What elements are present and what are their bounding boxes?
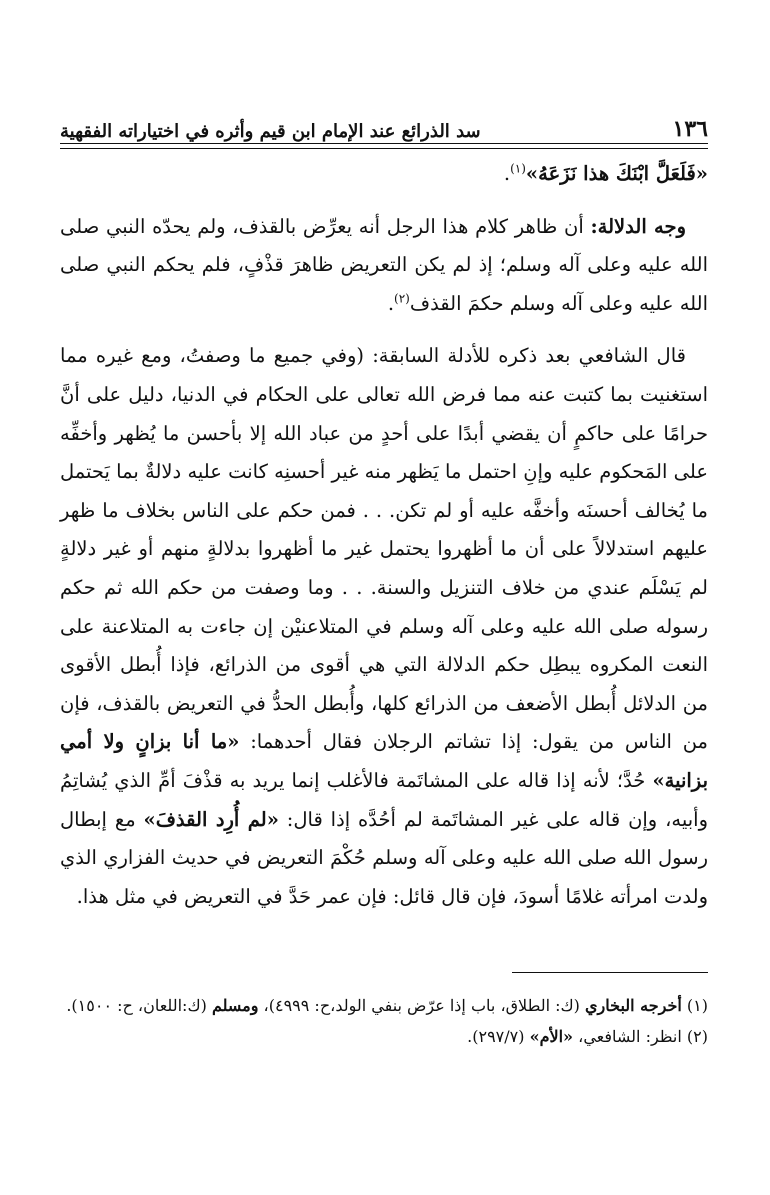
quote-end: . bbox=[503, 162, 511, 185]
footnote-source: أخرجه البخاري bbox=[585, 996, 682, 1015]
footnote-text: انظر: الشافعي، bbox=[573, 1027, 682, 1046]
header-rule-top bbox=[60, 143, 708, 144]
footnote-number: (١) bbox=[686, 996, 708, 1015]
evidence-end: . bbox=[387, 291, 395, 315]
footnote-text: (ك: الطلاق، باب إذا عرّض بنفي الولد،ح: ٤٩٩٩)، bbox=[258, 996, 585, 1015]
evidence-text: أن ظاهر كلام هذا الرجل أنه يعرِّض بالقذف، ولم يحدّه النبي صلى الله عليه وعلى آله وسلم؛ إذ لم يكن التعريض ظاهرَ قذْفٍ، فلم يحكم النبي صلى الله عليه وعلى آله وسلم حكمَ القذف bbox=[60, 214, 708, 315]
page-number: ١٣٦ bbox=[672, 116, 708, 142]
page-header bbox=[60, 104, 708, 142]
hadith-quote bbox=[60, 155, 708, 194]
footnote-ref-2: (٢) bbox=[394, 291, 410, 306]
shafii-quote-2: «لم أُرِد القذفَ» bbox=[143, 807, 279, 831]
shafii-text-3: مع إبطال رسول الله صلى الله عليه وعلى آله وسلم حُكْمَ التعريض في حديث الفزاري الذي ولدت امرأته غلامًا أسودَ، فإن قال قائل: فإن عمر حَدَّ في التعريض في مثل هذا. bbox=[60, 807, 708, 908]
footnote-source: ومسلم bbox=[211, 996, 259, 1015]
header-rule-bottom bbox=[60, 148, 708, 149]
main-text bbox=[60, 155, 708, 916]
paragraph-evidence bbox=[60, 208, 708, 324]
footnote-source: «الأم» bbox=[529, 1027, 574, 1046]
shafii-text-2: حُدَّ؛ لأنه إذا قاله على المشاتَمة فالأغلب إنما يريد به قذْفَ أمِّ الذي يُشاتِمُ وأبيه، وإن قاله على غير المشاتَمة لم أحُدَّه إذا قال: bbox=[60, 768, 708, 831]
footnote-ref-1: (١) bbox=[510, 161, 526, 176]
quote-text: «فَلَعَلَّ ابْنَكَ هذا نَزَعَهُ» bbox=[525, 162, 708, 185]
paragraph-shafii bbox=[60, 337, 708, 916]
running-title: سد الذرائع عند الإمام ابن قيم وأثره في اختياراته الفقهية bbox=[60, 121, 481, 142]
footnote-2 bbox=[60, 1021, 708, 1052]
evidence-label: وجه الدلالة: bbox=[590, 214, 686, 238]
footnote-separator bbox=[512, 972, 708, 973]
footnote-text: (٢٩٧/٧). bbox=[467, 1027, 530, 1046]
footnote-text: (ك:اللعان، ح: ١٥٠٠). bbox=[66, 996, 212, 1015]
footnote-1 bbox=[60, 990, 708, 1021]
footnote-number: (٢) bbox=[686, 1027, 708, 1046]
shafii-text-1: قال الشافعي بعد ذكره للأدلة السابقة: (وفي جميع ما وصفتُ، ومع غيره مما استغنيت بما كتبت عنه مما فرض الله تعالى على الحكام في الدنيا، دليل على أنَّ حرامًا على حاكمٍ أن يقضي أبدًا على أحدٍ من عباد الله إلا بأحسن ما يُظهر وأخفِّه على المَحكوم عليه وإنِ احتمل ما يَظهر منه غير أحسنِه كانت عليه دلالةٌ بما يَحتمل ما يُخالف أحسنَه وأخفَّه عليه أو لم تكن. . . فمن حكم على الناس بخلاف ما ظهر عليهم استدلالاً على أن ما أظهروا يحتمل غير ما أظهروا بدلالةٍ منهم أو غير دلالةٍ لم يَسْلَم عندي من خلاف التنزيل والسنة. . . وما وصفت من حكم الله ثم حكم رسوله صلى الله عليه وعلى آله وسلم في المتلاعنيْن إن جاءت به المتلاعنة على النعت المكروه يبطِل حكم الدلالة التي هي أقوى من الذرائع، فإذا أُبطل الأقوى من الدلائل أُبطل الأضعف من الذرائع كلها، وأُبطل الحدُّ في التعريض بالقذف، فإن من الناس من يقول: إذا تشاتم الرجلان فقال أحدهما: bbox=[60, 344, 708, 754]
shafii-quote-1: «ما أنا بزانٍ ولا أمي بزانية» bbox=[60, 730, 708, 792]
footnotes bbox=[60, 990, 708, 1052]
